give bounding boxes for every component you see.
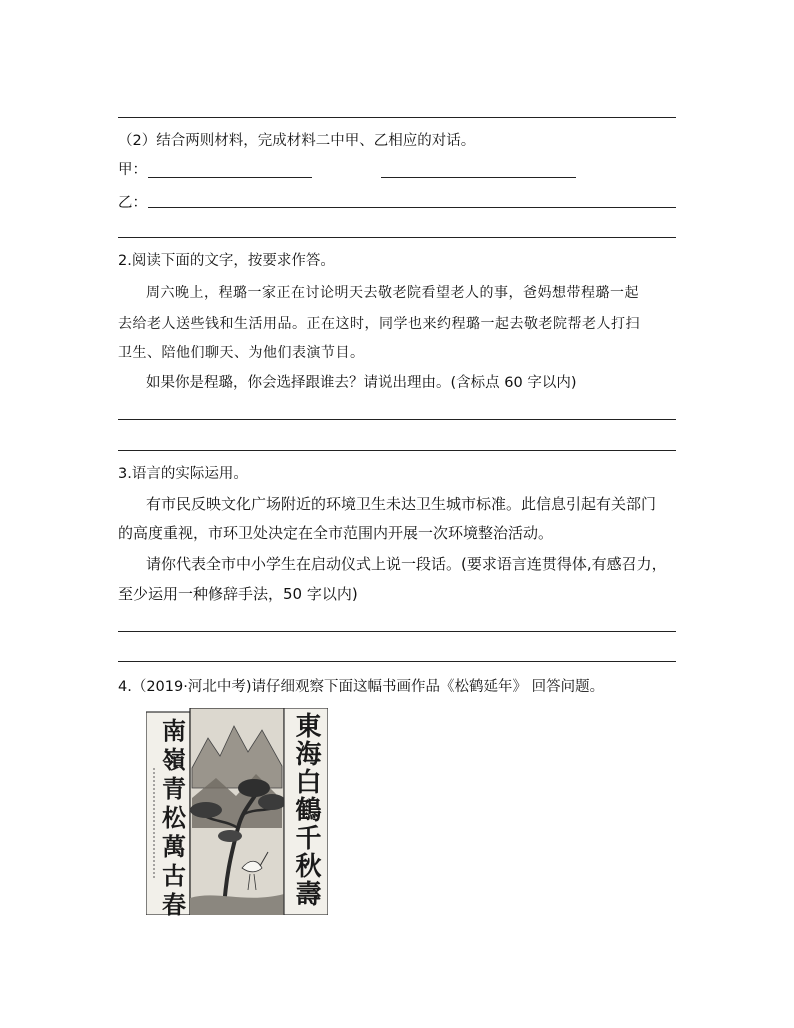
- passage-line: 卫生、陪他们聊天、为他们表演节目。: [118, 345, 365, 361]
- label-yi: 乙：: [118, 195, 147, 211]
- couplet-left-text: 南嶺青松萬古春: [157, 718, 187, 921]
- question-2-title: 2.阅读下面的文字，按要求作答。: [118, 253, 335, 269]
- answer-line[interactable]: [118, 450, 676, 451]
- paragraph-line: 至少运用一种修辞手法，50 字以内): [118, 585, 358, 603]
- answer-line[interactable]: [118, 661, 676, 662]
- couplet-right-text: 東海白鶴千秋壽: [291, 712, 321, 908]
- couplet-right: [290, 712, 322, 908]
- answer-line-jia-2[interactable]: [381, 177, 576, 178]
- question-2-prompt: 如果你是程璐，你会选择跟谁去？请说出理由。(含标点 60 字以内): [146, 375, 577, 391]
- answer-line-jia-1[interactable]: [148, 177, 312, 178]
- answer-line: [118, 117, 676, 118]
- label-jia: 甲：: [118, 162, 147, 178]
- passage-line: 去给老人送些钱和生活用品。正在这时，同学也来约程璐一起去敬老院帮老人打扫: [118, 316, 640, 332]
- passage-line: 周六晚上，程璐一家正在讨论明天去敬老院看望老人的事，爸妈想带程璐一起: [146, 285, 639, 301]
- question-3-title: 3.语言的实际运用。: [118, 466, 248, 482]
- question-1-part-2-prompt: （2）结合两则材料，完成材料二中甲、乙相应的对话。: [118, 133, 476, 149]
- paragraph-line: 的高度重视，市环卫处决定在全市范围内开展一次环境整治活动。: [118, 524, 554, 542]
- answer-line-yi[interactable]: [148, 207, 676, 208]
- calligraphy-painting-image: [146, 708, 328, 921]
- answer-line[interactable]: [118, 631, 676, 632]
- paragraph-line: 请你代表全市中小学生在启动仪式上说一段话。(要求语言连贯得体,有感召力，: [146, 555, 667, 573]
- answer-line[interactable]: [118, 237, 676, 238]
- paragraph-line: 有市民反映文化广场附近的环境卫生未达卫生城市标准。此信息引起有关部门: [146, 495, 657, 513]
- couplet-left: [158, 718, 186, 921]
- question-4-title: 4.（2019·河北中考)请仔细观察下面这幅书画作品《松鹤延年》 回答问题。: [118, 679, 605, 695]
- answer-line[interactable]: [118, 419, 676, 420]
